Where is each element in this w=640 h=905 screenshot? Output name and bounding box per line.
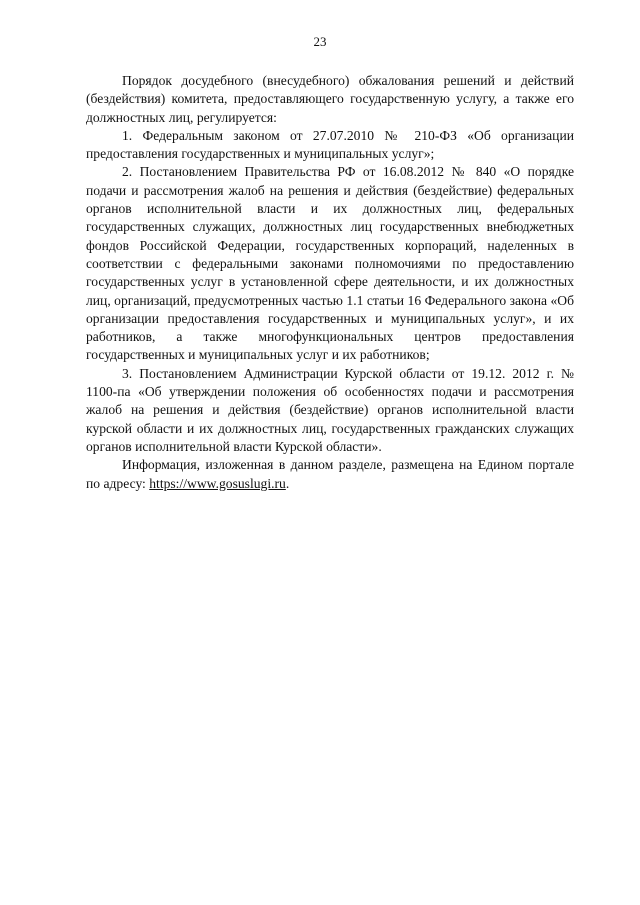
item-1-federal-law: 1. Федеральным законом от 27.07.2010 № 210-ФЗ «Об организации предоставления государственных и муниципальных услуг»; <box>86 127 574 162</box>
info-text: Информация, изложенная в данном разделе, размещена на Едином портале по адресу: <box>86 457 574 491</box>
document-body <box>86 72 574 493</box>
gosuslugi-link[interactable]: https://www.gosuslugi.ru <box>149 475 286 491</box>
intro-paragraph: Порядок досудебного (внесудебного) обжалования решений и действий (бездействия) комитета, предоставляющего государственную услугу, а также его должностных лиц, регулируется: <box>86 73 574 125</box>
item-2-government-decree: 2. Постановлением Правительства РФ от 16.08.2012 № 840 «О порядке подачи и рассмотрения жалоб на решения и действия (бездействие) федеральных органов исполнительной власти и их должностных лиц, федеральных государственных служащих, должностных лиц государственных внебюджетных фондов Российской Федерации, государственных корпораций, наделенных в соответствии с федеральными законами полномочиями по предоставлению государственных услуг в установленной сфере деятельности, и их должностных лиц, организаций, предусмотренных частью 1.1 статьи 16 Федерального закона «Об организации предоставления государственных и муниципальных услуг», и их работников, а также многофункциональных центров предоставления государственных и муниципальных услуг и их работников; <box>86 164 574 363</box>
info-end: . <box>285 475 290 491</box>
item-3-regional-decree: 3. Постановлением Администрации Курской области от 19.12. 2012 г. № 1100-па «Об утверждении положения об особенностях подачи и рассмотрения жалоб на решения и действия (бездействие) органов исполнительной власти курской области и их должностных лиц, государственных гражданских служащих органов исполнительной власти Курской области». <box>86 365 574 454</box>
page-number: 23 <box>313 34 327 49</box>
info-paragraph <box>86 456 574 493</box>
